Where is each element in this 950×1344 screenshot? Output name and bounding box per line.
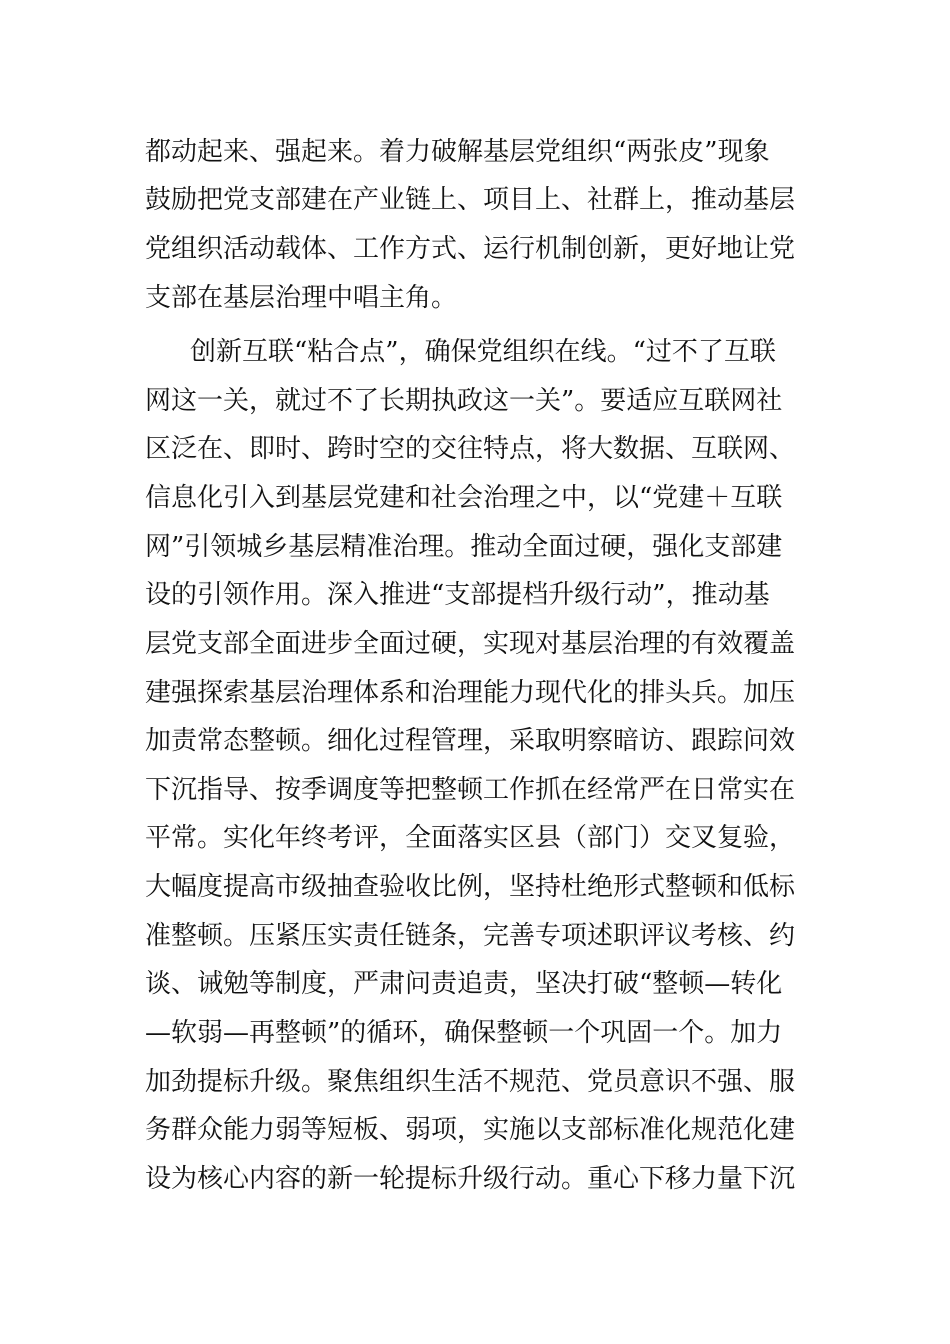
text-line-21: 务群众能力弱等短板、弱项，实施以支部标准化规范化建: [145, 1115, 796, 1145]
text-line-13: 加责常态整顿。细化过程管理，采取明察暗访、跟踪问效: [145, 726, 796, 756]
text-line-9: 网”引领城乡基层精准治理。推动全面过硬，强化支部建: [145, 532, 783, 562]
text-line-1: 都动起来、强起来。着力破解基层党组织“两张皮”现象: [145, 137, 770, 167]
text-line-3: 党组织活动载体、工作方式、运行机制创新，更好地让党: [145, 234, 796, 264]
text-line-15: 平常。实化年终考评，全面落实区县（部门）交叉复验，: [145, 823, 796, 853]
text-line-10: 设的引领作用。深入推进“支部提档升级行动”，推动基: [145, 580, 770, 610]
text-line-11: 层党支部全面进步全面过硬，实现对基层治理的有效覆盖: [145, 629, 796, 659]
text-line-6: 网这一关，就过不了长期执政这一关”。要适应互联网社: [145, 386, 783, 416]
text-line-8: 信息化引入到基层党建和社会治理之中，以“党建＋互联: [145, 483, 783, 513]
text-line-4: 支部在基层治理中唱主角。: [145, 283, 458, 313]
text-line-18: 谈、诫勉等制度，严肃问责追责，坚决打破“整顿—转化: [145, 969, 783, 999]
text-line-22: 设为核心内容的新一轮提标升级行动。重心下移力量下沉: [145, 1164, 796, 1194]
text-line-7: 区泛在、即时、跨时空的交往特点，将大数据、互联网、: [145, 434, 796, 464]
paragraph-start-line: 创新互联“粘合点”，确保党组织在线。“过不了互联: [190, 337, 776, 367]
text-line-14: 下沉指导、按季调度等把整顿工作抓在经常严在日常实在: [145, 775, 796, 805]
text-line-17: 准整顿。压紧压实责任链条，完善专项述职评议考核、约: [145, 921, 796, 951]
text-line-20: 加劲提标升级。聚焦组织生活不规范、党员意识不强、服: [145, 1067, 796, 1097]
text-line-2: 鼓励把党支部建在产业链上、项目上、社群上，推动基层: [145, 185, 796, 215]
text-line-16: 大幅度提高市级抽查验收比例，坚持杜绝形式整顿和低标: [145, 872, 796, 902]
text-line-19: —软弱—再整顿”的循环，确保整顿一个巩固一个。加力: [145, 1018, 783, 1048]
text-line-12: 建强探索基层治理体系和治理能力现代化的排头兵。加压: [145, 678, 796, 708]
